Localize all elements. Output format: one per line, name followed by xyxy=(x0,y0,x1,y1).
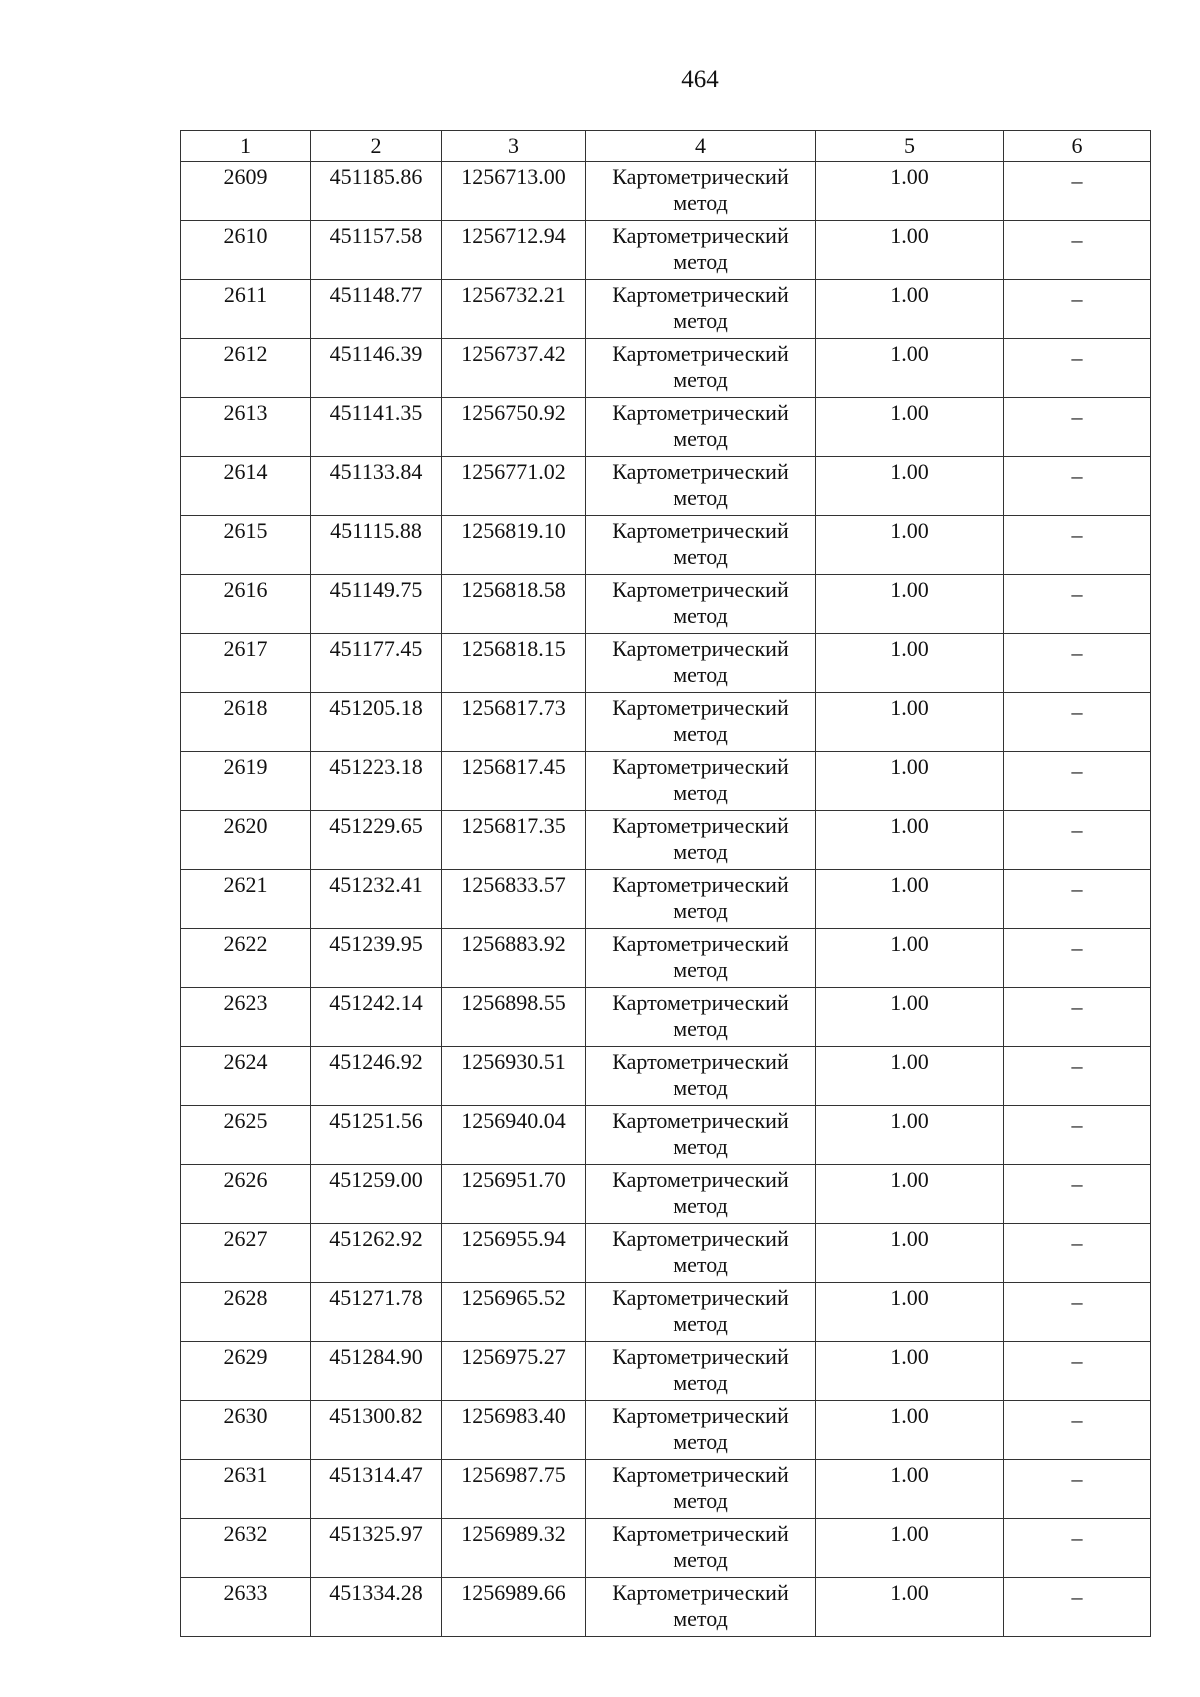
y-coordinate-cell: 1256818.58 xyxy=(442,575,586,634)
note-dash: – xyxy=(1071,581,1083,606)
accuracy-cell: 1.00 xyxy=(816,516,1004,575)
method-line-2: метод xyxy=(673,662,728,687)
y-coordinate-cell: 1256833.57 xyxy=(442,870,586,929)
method-cell xyxy=(586,693,816,752)
accuracy-cell: 1.00 xyxy=(816,811,1004,870)
method-cell xyxy=(586,1165,816,1224)
x-coordinate-cell: 451232.41 xyxy=(311,870,442,929)
table-row xyxy=(181,988,1151,1047)
method-line-1: Картометрический xyxy=(612,1167,789,1192)
note-dash: – xyxy=(1071,1053,1083,1078)
note-cell xyxy=(1004,221,1151,280)
x-coordinate-cell: 451284.90 xyxy=(311,1342,442,1401)
point-number-cell: 2627 xyxy=(181,1224,311,1283)
note-dash: – xyxy=(1071,1584,1083,1609)
x-coordinate-cell: 451185.86 xyxy=(311,162,442,221)
method-line-2: метод xyxy=(673,1134,728,1159)
x-coordinate-cell: 451133.84 xyxy=(311,457,442,516)
point-number-cell: 2613 xyxy=(181,398,311,457)
note-cell xyxy=(1004,634,1151,693)
method-cell xyxy=(586,1106,816,1165)
accuracy-cell: 1.00 xyxy=(816,1165,1004,1224)
method-cell xyxy=(586,516,816,575)
table-row xyxy=(181,162,1151,221)
note-cell xyxy=(1004,1342,1151,1401)
method-line-2: метод xyxy=(673,1606,728,1631)
table-row xyxy=(181,1519,1151,1578)
accuracy-cell: 1.00 xyxy=(816,1342,1004,1401)
table-row xyxy=(181,1224,1151,1283)
method-line-1: Картометрический xyxy=(612,341,789,366)
method-line-1: Картометрический xyxy=(612,931,789,956)
method-cell xyxy=(586,162,816,221)
table-row xyxy=(181,516,1151,575)
method-line-1: Картометрический xyxy=(612,400,789,425)
note-dash: – xyxy=(1071,345,1083,370)
method-line-2: метод xyxy=(673,1193,728,1218)
x-coordinate-cell: 451242.14 xyxy=(311,988,442,1047)
note-cell xyxy=(1004,1047,1151,1106)
y-coordinate-cell: 1256975.27 xyxy=(442,1342,586,1401)
method-cell xyxy=(586,457,816,516)
note-cell xyxy=(1004,1578,1151,1637)
accuracy-cell: 1.00 xyxy=(816,339,1004,398)
method-cell xyxy=(586,811,816,870)
note-cell xyxy=(1004,752,1151,811)
note-cell xyxy=(1004,339,1151,398)
method-cell xyxy=(586,280,816,339)
x-coordinate-cell: 451223.18 xyxy=(311,752,442,811)
y-coordinate-cell: 1256983.40 xyxy=(442,1401,586,1460)
table-row xyxy=(181,398,1151,457)
note-cell xyxy=(1004,1224,1151,1283)
accuracy-cell: 1.00 xyxy=(816,1047,1004,1106)
note-cell xyxy=(1004,693,1151,752)
accuracy-cell: 1.00 xyxy=(816,1519,1004,1578)
note-dash: – xyxy=(1071,1112,1083,1137)
note-dash: – xyxy=(1071,640,1083,665)
note-dash: – xyxy=(1071,876,1083,901)
column-header: 1 xyxy=(181,131,311,162)
table-body xyxy=(181,162,1151,1637)
table-row xyxy=(181,575,1151,634)
y-coordinate-cell: 1256713.00 xyxy=(442,162,586,221)
method-cell xyxy=(586,634,816,693)
header-row xyxy=(181,131,1151,162)
method-line-2: метод xyxy=(673,957,728,982)
note-cell xyxy=(1004,162,1151,221)
note-dash: – xyxy=(1071,1407,1083,1432)
method-line-1: Картометрический xyxy=(612,282,789,307)
method-cell xyxy=(586,575,816,634)
point-number-cell: 2617 xyxy=(181,634,311,693)
x-coordinate-cell: 451149.75 xyxy=(311,575,442,634)
method-cell xyxy=(586,1401,816,1460)
x-coordinate-cell: 451115.88 xyxy=(311,516,442,575)
point-number-cell: 2615 xyxy=(181,516,311,575)
table-row xyxy=(181,929,1151,988)
method-line-2: метод xyxy=(673,485,728,510)
table-row xyxy=(181,752,1151,811)
note-dash: – xyxy=(1071,168,1083,193)
method-line-2: метод xyxy=(673,780,728,805)
column-header: 5 xyxy=(816,131,1004,162)
x-coordinate-cell: 451300.82 xyxy=(311,1401,442,1460)
method-cell xyxy=(586,1047,816,1106)
x-coordinate-cell: 451334.28 xyxy=(311,1578,442,1637)
method-line-1: Картометрический xyxy=(612,459,789,484)
y-coordinate-cell: 1256737.42 xyxy=(442,339,586,398)
method-line-2: метод xyxy=(673,308,728,333)
point-number-cell: 2612 xyxy=(181,339,311,398)
note-cell xyxy=(1004,1401,1151,1460)
method-cell xyxy=(586,339,816,398)
table-row xyxy=(181,457,1151,516)
method-cell xyxy=(586,870,816,929)
note-dash: – xyxy=(1071,1525,1083,1550)
note-dash: – xyxy=(1071,522,1083,547)
method-line-1: Картометрический xyxy=(612,1285,789,1310)
note-cell xyxy=(1004,575,1151,634)
page-number: 464 xyxy=(681,66,719,93)
note-dash: – xyxy=(1071,1230,1083,1255)
note-cell xyxy=(1004,988,1151,1047)
point-number-cell: 2628 xyxy=(181,1283,311,1342)
table-row xyxy=(181,1401,1151,1460)
note-dash: – xyxy=(1071,699,1083,724)
method-line-1: Картометрический xyxy=(612,813,789,838)
accuracy-cell: 1.00 xyxy=(816,1106,1004,1165)
note-cell xyxy=(1004,516,1151,575)
method-line-2: метод xyxy=(673,426,728,451)
note-dash: – xyxy=(1071,227,1083,252)
method-line-2: метод xyxy=(673,1311,728,1336)
method-line-2: метод xyxy=(673,1016,728,1041)
y-coordinate-cell: 1256817.73 xyxy=(442,693,586,752)
note-dash: – xyxy=(1071,994,1083,1019)
x-coordinate-cell: 451205.18 xyxy=(311,693,442,752)
accuracy-cell: 1.00 xyxy=(816,162,1004,221)
y-coordinate-cell: 1256819.10 xyxy=(442,516,586,575)
method-line-2: метод xyxy=(673,839,728,864)
note-dash: – xyxy=(1071,404,1083,429)
y-coordinate-cell: 1256771.02 xyxy=(442,457,586,516)
accuracy-cell: 1.00 xyxy=(816,398,1004,457)
point-number-cell: 2623 xyxy=(181,988,311,1047)
y-coordinate-cell: 1256989.32 xyxy=(442,1519,586,1578)
table-row xyxy=(181,693,1151,752)
method-line-2: метод xyxy=(673,1488,728,1513)
note-dash: – xyxy=(1071,463,1083,488)
x-coordinate-cell: 451325.97 xyxy=(311,1519,442,1578)
table-row xyxy=(181,221,1151,280)
x-coordinate-cell: 451157.58 xyxy=(311,221,442,280)
method-cell xyxy=(586,929,816,988)
note-dash: – xyxy=(1071,1289,1083,1314)
method-line-2: метод xyxy=(673,544,728,569)
method-cell xyxy=(586,988,816,1047)
method-line-1: Картометрический xyxy=(612,1108,789,1133)
method-line-1: Картометрический xyxy=(612,577,789,602)
point-number-cell: 2611 xyxy=(181,280,311,339)
method-line-2: метод xyxy=(673,190,728,215)
x-coordinate-cell: 451314.47 xyxy=(311,1460,442,1519)
accuracy-cell: 1.00 xyxy=(816,1578,1004,1637)
accuracy-cell: 1.00 xyxy=(816,693,1004,752)
accuracy-cell: 1.00 xyxy=(816,280,1004,339)
method-line-1: Картометрический xyxy=(612,223,789,248)
method-line-1: Картометрический xyxy=(612,695,789,720)
y-coordinate-cell: 1256817.35 xyxy=(442,811,586,870)
table-header xyxy=(181,131,1151,162)
method-line-2: метод xyxy=(673,898,728,923)
x-coordinate-cell: 451262.92 xyxy=(311,1224,442,1283)
column-header: 2 xyxy=(311,131,442,162)
note-cell xyxy=(1004,1283,1151,1342)
y-coordinate-cell: 1256712.94 xyxy=(442,221,586,280)
column-header: 6 xyxy=(1004,131,1151,162)
x-coordinate-cell: 451141.35 xyxy=(311,398,442,457)
method-line-1: Картометрический xyxy=(612,636,789,661)
accuracy-cell: 1.00 xyxy=(816,870,1004,929)
x-coordinate-cell: 451146.39 xyxy=(311,339,442,398)
method-cell xyxy=(586,1578,816,1637)
x-coordinate-cell: 451246.92 xyxy=(311,1047,442,1106)
point-number-cell: 2629 xyxy=(181,1342,311,1401)
method-line-1: Картометрический xyxy=(612,1462,789,1487)
table-row xyxy=(181,634,1151,693)
note-cell xyxy=(1004,457,1151,516)
point-number-cell: 2633 xyxy=(181,1578,311,1637)
y-coordinate-cell: 1256940.04 xyxy=(442,1106,586,1165)
table-row xyxy=(181,1165,1151,1224)
method-line-2: метод xyxy=(673,1370,728,1395)
accuracy-cell: 1.00 xyxy=(816,457,1004,516)
accuracy-cell: 1.00 xyxy=(816,1401,1004,1460)
method-cell xyxy=(586,752,816,811)
method-line-2: метод xyxy=(673,1252,728,1277)
note-dash: – xyxy=(1071,286,1083,311)
x-coordinate-cell: 451271.78 xyxy=(311,1283,442,1342)
note-cell xyxy=(1004,398,1151,457)
y-coordinate-cell: 1256750.92 xyxy=(442,398,586,457)
accuracy-cell: 1.00 xyxy=(816,752,1004,811)
point-number-cell: 2626 xyxy=(181,1165,311,1224)
x-coordinate-cell: 451251.56 xyxy=(311,1106,442,1165)
point-number-cell: 2632 xyxy=(181,1519,311,1578)
point-number-cell: 2619 xyxy=(181,752,311,811)
accuracy-cell: 1.00 xyxy=(816,221,1004,280)
table-row xyxy=(181,1047,1151,1106)
point-number-cell: 2614 xyxy=(181,457,311,516)
method-line-1: Картометрический xyxy=(612,872,789,897)
x-coordinate-cell: 451148.77 xyxy=(311,280,442,339)
table-row xyxy=(181,280,1151,339)
column-header: 3 xyxy=(442,131,586,162)
point-number-cell: 2618 xyxy=(181,693,311,752)
point-number-cell: 2624 xyxy=(181,1047,311,1106)
method-cell xyxy=(586,1283,816,1342)
method-line-1: Картометрический xyxy=(612,164,789,189)
note-dash: – xyxy=(1071,1466,1083,1491)
x-coordinate-cell: 451239.95 xyxy=(311,929,442,988)
table-row xyxy=(181,1578,1151,1637)
point-number-cell: 2631 xyxy=(181,1460,311,1519)
method-cell xyxy=(586,221,816,280)
accuracy-cell: 1.00 xyxy=(816,1224,1004,1283)
method-line-1: Картометрический xyxy=(612,1403,789,1428)
method-line-1: Картометрический xyxy=(612,754,789,779)
point-number-cell: 2630 xyxy=(181,1401,311,1460)
point-number-cell: 2610 xyxy=(181,221,311,280)
table-row xyxy=(181,339,1151,398)
y-coordinate-cell: 1256989.66 xyxy=(442,1578,586,1637)
note-dash: – xyxy=(1071,1348,1083,1373)
note-cell xyxy=(1004,280,1151,339)
note-cell xyxy=(1004,1106,1151,1165)
y-coordinate-cell: 1256930.51 xyxy=(442,1047,586,1106)
table-row xyxy=(181,870,1151,929)
note-dash: – xyxy=(1071,935,1083,960)
point-number-cell: 2625 xyxy=(181,1106,311,1165)
method-cell xyxy=(586,1342,816,1401)
method-line-2: метод xyxy=(673,249,728,274)
method-line-1: Картометрический xyxy=(612,1049,789,1074)
note-dash: – xyxy=(1071,817,1083,842)
x-coordinate-cell: 451259.00 xyxy=(311,1165,442,1224)
y-coordinate-cell: 1256965.52 xyxy=(442,1283,586,1342)
note-cell xyxy=(1004,1165,1151,1224)
method-line-1: Картометрический xyxy=(612,1344,789,1369)
method-line-1: Картометрический xyxy=(612,1521,789,1546)
method-line-2: метод xyxy=(673,1547,728,1572)
point-number-cell: 2609 xyxy=(181,162,311,221)
y-coordinate-cell: 1256898.55 xyxy=(442,988,586,1047)
point-number-cell: 2621 xyxy=(181,870,311,929)
method-cell xyxy=(586,398,816,457)
y-coordinate-cell: 1256732.21 xyxy=(442,280,586,339)
y-coordinate-cell: 1256955.94 xyxy=(442,1224,586,1283)
table-row xyxy=(181,1283,1151,1342)
accuracy-cell: 1.00 xyxy=(816,929,1004,988)
coordinates-table xyxy=(180,130,1151,1637)
accuracy-cell: 1.00 xyxy=(816,575,1004,634)
table-row xyxy=(181,1342,1151,1401)
y-coordinate-cell: 1256818.15 xyxy=(442,634,586,693)
column-header: 4 xyxy=(586,131,816,162)
point-number-cell: 2616 xyxy=(181,575,311,634)
method-line-2: метод xyxy=(673,1429,728,1454)
method-cell xyxy=(586,1460,816,1519)
method-line-1: Картометрический xyxy=(612,1580,789,1605)
note-cell xyxy=(1004,1460,1151,1519)
table-row xyxy=(181,1106,1151,1165)
x-coordinate-cell: 451177.45 xyxy=(311,634,442,693)
note-cell xyxy=(1004,1519,1151,1578)
y-coordinate-cell: 1256817.45 xyxy=(442,752,586,811)
note-dash: – xyxy=(1071,1171,1083,1196)
method-cell xyxy=(586,1519,816,1578)
accuracy-cell: 1.00 xyxy=(816,1460,1004,1519)
note-dash: – xyxy=(1071,758,1083,783)
accuracy-cell: 1.00 xyxy=(816,988,1004,1047)
note-cell xyxy=(1004,811,1151,870)
y-coordinate-cell: 1256987.75 xyxy=(442,1460,586,1519)
method-line-1: Картометрический xyxy=(612,1226,789,1251)
method-cell xyxy=(586,1224,816,1283)
note-cell xyxy=(1004,929,1151,988)
point-number-cell: 2620 xyxy=(181,811,311,870)
method-line-2: метод xyxy=(673,721,728,746)
method-line-2: метод xyxy=(673,367,728,392)
method-line-2: метод xyxy=(673,1075,728,1100)
accuracy-cell: 1.00 xyxy=(816,1283,1004,1342)
point-number-cell: 2622 xyxy=(181,929,311,988)
method-line-1: Картометрический xyxy=(612,990,789,1015)
accuracy-cell: 1.00 xyxy=(816,634,1004,693)
y-coordinate-cell: 1256883.92 xyxy=(442,929,586,988)
table-row xyxy=(181,811,1151,870)
table-row xyxy=(181,1460,1151,1519)
method-line-2: метод xyxy=(673,603,728,628)
x-coordinate-cell: 451229.65 xyxy=(311,811,442,870)
y-coordinate-cell: 1256951.70 xyxy=(442,1165,586,1224)
method-line-1: Картометрический xyxy=(612,518,789,543)
note-cell xyxy=(1004,870,1151,929)
